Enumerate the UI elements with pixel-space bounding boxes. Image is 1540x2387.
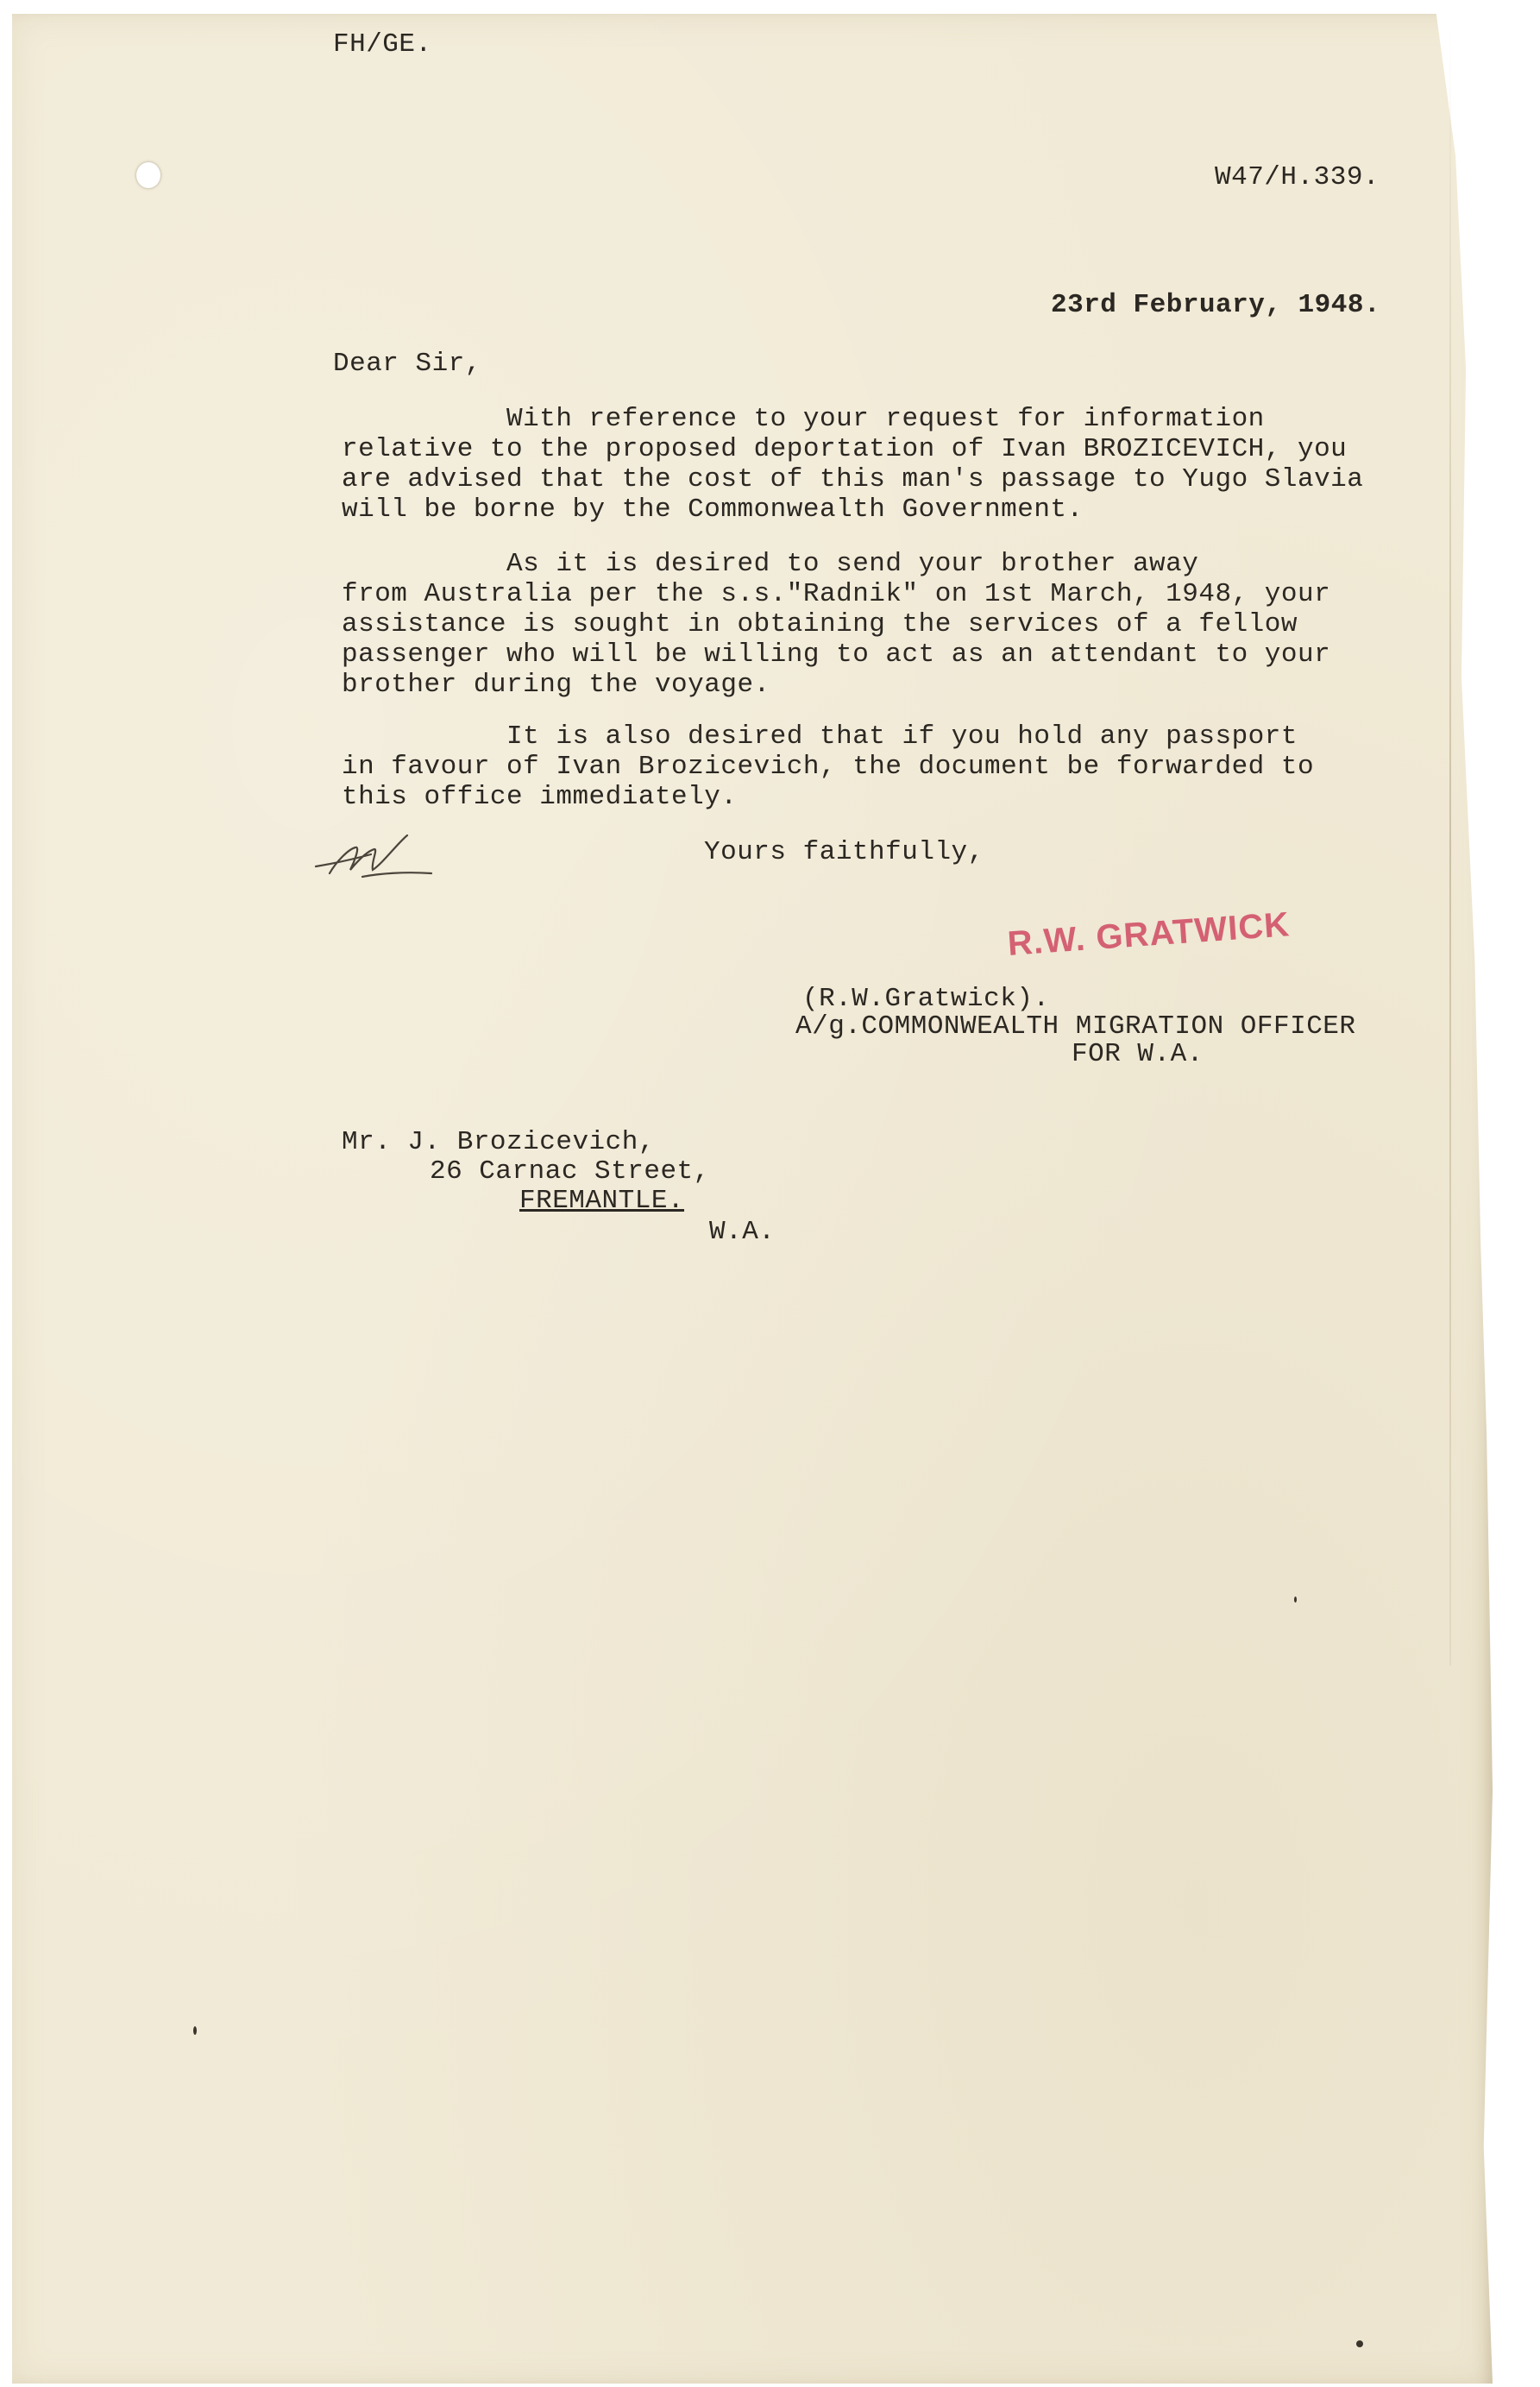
- paper-fold-edge: [1449, 26, 1451, 1666]
- recipient-city: FREMANTLE.: [519, 1186, 685, 1216]
- paper-speck: [1294, 1597, 1297, 1603]
- recipient-state: W.A.: [709, 1217, 776, 1247]
- signatory-title: A/g.COMMONWEALTH MIGRATION OFFICER: [795, 1011, 1356, 1042]
- handwritten-initials: [311, 828, 440, 889]
- file-reference: W47/H.339.: [1215, 162, 1380, 192]
- salutation: Dear Sir,: [333, 349, 481, 379]
- recipient-street: 26 Carnac Street,: [430, 1156, 710, 1187]
- reference-initials: FH/GE.: [333, 29, 432, 60]
- signatory-name: (R.W.Gratwick).: [802, 984, 1050, 1014]
- signatory-region: FOR W.A.: [1072, 1039, 1204, 1069]
- paper-speck: [1356, 2340, 1363, 2347]
- body-paragraph-2: As it is desired to send your brother away from Australia per the s.s."Radnik" on 1st March, 1948, your assistance is sought in obtaining the services of a fellow passenger who will be willing to act as an attendant to your brother during the voyage.: [342, 549, 1331, 700]
- name-stamp: R.W. GRATWICK: [1006, 905, 1292, 963]
- recipient-name: Mr. J. Brozicevich,: [342, 1127, 655, 1157]
- body-paragraph-1: With reference to your request for information relative to the proposed deportation of Ivan BROZICEVICH, you are advised that the cost of this man's passage to Yugo Slavia will be borne by the Commonwealth Government.: [342, 404, 1364, 525]
- paper-sheet: [12, 14, 1493, 2384]
- body-paragraph-3: It is also desired that if you hold any passport in favour of Ivan Brozicevich, the document be forwarded to this office immediately.: [342, 721, 1315, 812]
- letter-date: 23rd February, 1948.: [1051, 290, 1381, 320]
- punch-hole: [136, 162, 160, 188]
- closing: Yours faithfully,: [704, 837, 984, 867]
- paper-speck: [193, 2026, 197, 2035]
